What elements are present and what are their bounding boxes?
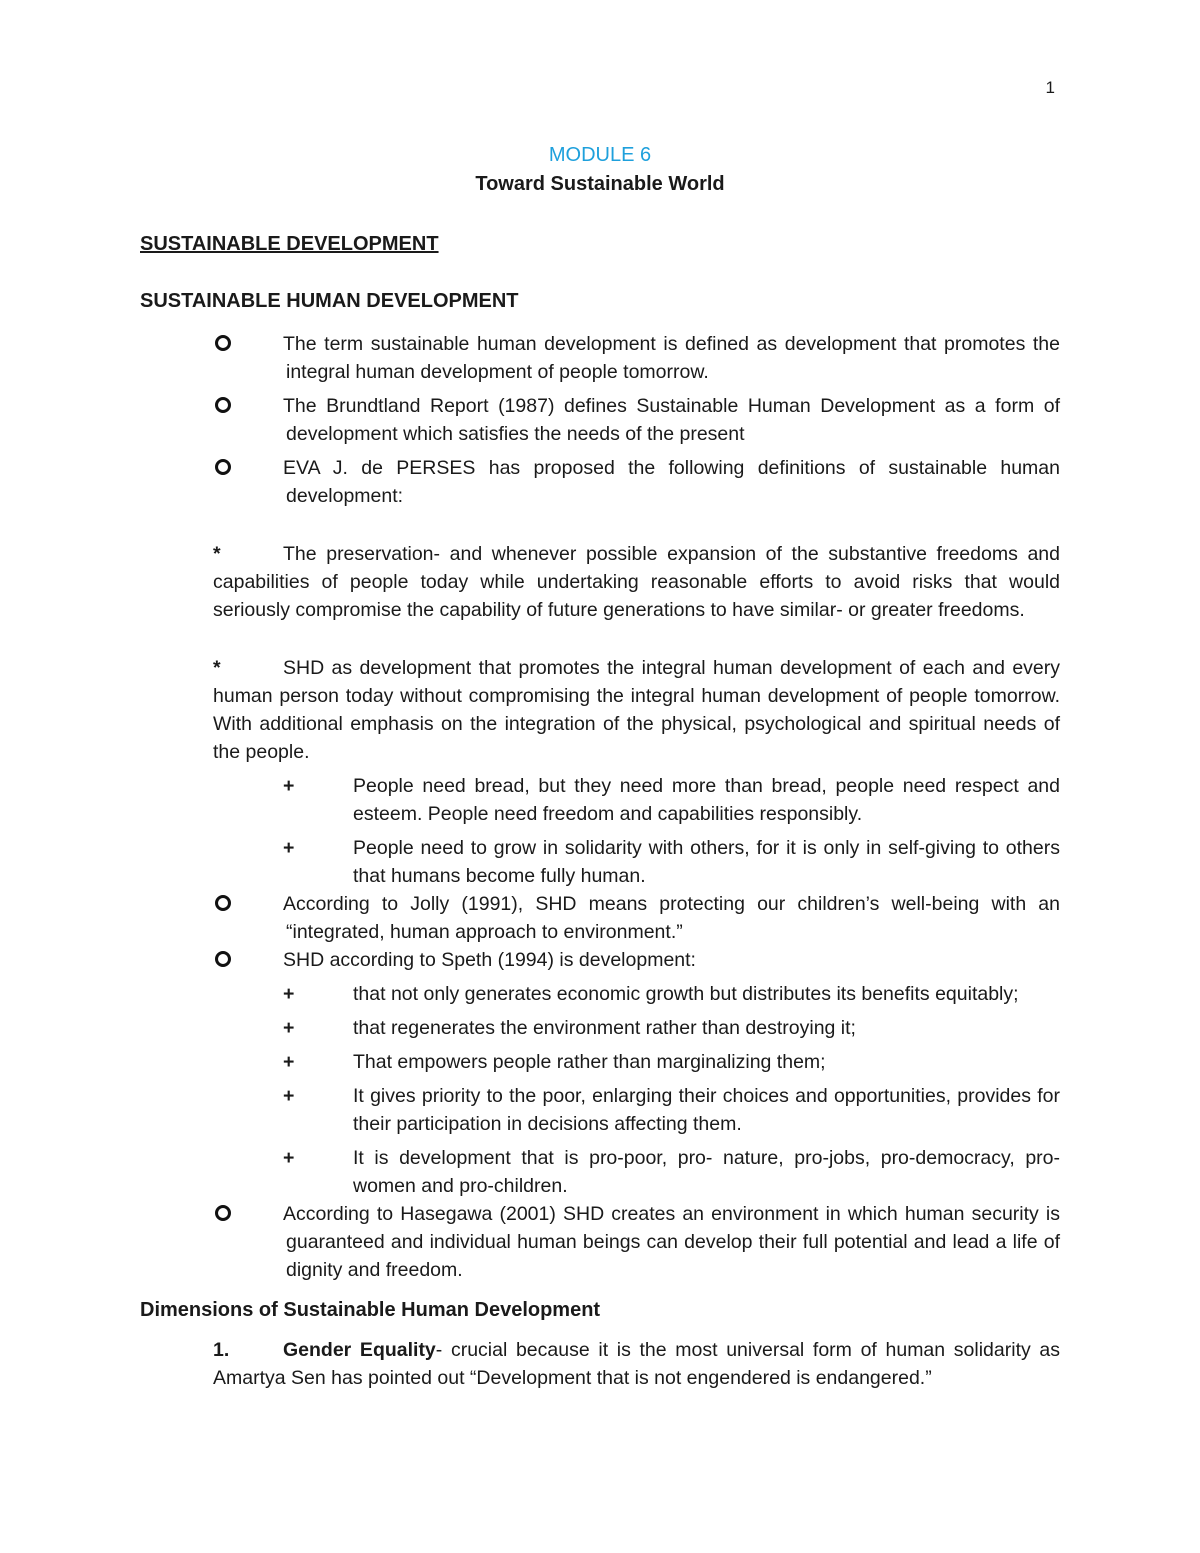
circle-bullet-icon <box>215 895 231 911</box>
plus-bullet-icon: + <box>283 1017 295 1039</box>
list-item: * The preservation- and whenever possible expansion of the substantive freedoms and capabilities of people today while undertaking reasonable efforts to avoid risks that would seriously compromise the capability of future generations to have similar- or greater freedoms. <box>213 540 1060 624</box>
asterisk-bullet: * <box>213 657 221 679</box>
list-item: The term sustainable human development is defined as development that promotes the integral human development of people tomorrow. <box>213 330 1060 386</box>
document-subtitle: Toward Sustainable World <box>475 173 725 195</box>
circle-bullet-icon <box>215 1205 231 1221</box>
asterisk-bullet: * <box>213 543 221 565</box>
circle-bullet-icon <box>215 459 231 475</box>
list-item: EVA J. de PERSES has proposed the following definitions of sustainable human development: <box>213 454 1060 510</box>
circle-bullet-icon <box>215 335 231 351</box>
list-item: + It is development that is pro-poor, pro- nature, pro-jobs, pro-democracy, pro-women and pro-children. <box>283 1144 1060 1200</box>
page-number: 1 <box>1045 78 1055 97</box>
list-item: According to Jolly (1991), SHD means protecting our children’s well-being with an “integrated, human approach to environment.” <box>213 890 1060 946</box>
list-item: The Brundtland Report (1987) defines Sustainable Human Development as a form of development which satisfies the needs of the present <box>213 392 1060 448</box>
list-item: According to Hasegawa (2001) SHD creates an environment in which human security is guaranteed and individual human beings can develop their full potential and lead a life of dignity and freedom. <box>213 1200 1060 1284</box>
dimensions-heading: Dimensions of Sustainable Human Development <box>140 1299 601 1321</box>
plus-bullet-icon: + <box>283 983 295 1005</box>
plus-bullet-icon: + <box>283 1085 295 1107</box>
list-item: * SHD as development that promotes the integral human development of each and every human person today without compromising the integral human development of people tomorrow. With additional emphasis on the integration of the physical, psychological and spiritual needs of the people. <box>213 654 1060 766</box>
numbered-item: 1. Gender Equality- crucial because it is the most universal form of human solidarity as Amartya Sen has pointed out “Development that is not engendered is endangered.” <box>213 1339 1060 1389</box>
plus-bullet-icon: + <box>283 837 295 859</box>
list-item: + It gives priority to the poor, enlarging their choices and opportunities, provides for their participation in decisions affecting them. <box>283 1082 1060 1138</box>
list-item: SHD according to Speth (1994) is development: <box>213 946 1060 974</box>
circle-bullet-icon <box>215 397 231 413</box>
content-body <box>140 330 1060 1392</box>
circle-bullet-icon <box>215 951 231 967</box>
list-item: + That empowers people rather than marginalizing them; <box>283 1048 1060 1076</box>
plus-bullet-icon: + <box>283 1147 295 1169</box>
list-item: + that regenerates the environment rather than destroying it; <box>283 1014 1060 1042</box>
plus-bullet-icon: + <box>283 1051 295 1073</box>
subsection-heading: SUSTAINABLE HUMAN DEVELOPMENT <box>140 290 519 312</box>
list-item: + People need bread, but they need more than bread, people need respect and esteem. People need freedom and capabilities responsibly. <box>283 772 1060 828</box>
plus-bullet-icon: + <box>283 775 295 797</box>
list-item: + People need to grow in solidarity with others, for it is only in self-giving to others that humans become fully human. <box>283 834 1060 890</box>
section-heading: SUSTAINABLE DEVELOPMENT <box>140 233 439 255</box>
list-item: + that not only generates economic growth but distributes its benefits equitably; <box>283 980 1060 1008</box>
module-title: MODULE 6 <box>548 144 652 166</box>
